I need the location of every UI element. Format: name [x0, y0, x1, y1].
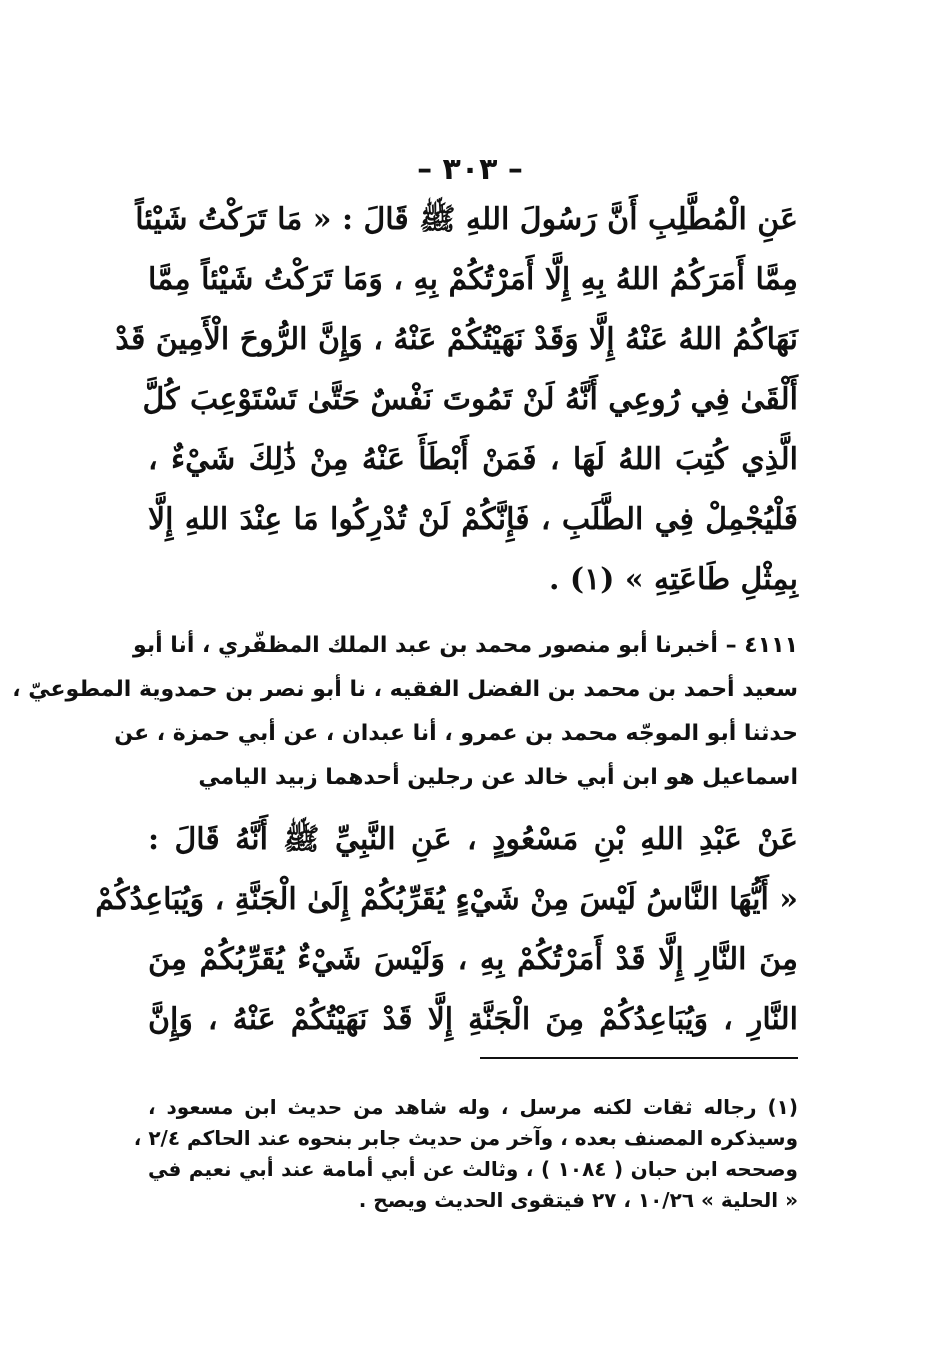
isnad-chain — [12, 624, 798, 800]
text-line: مِمَّا أَمَرَكُمُ اللهُ بِهِ إِلَّا أَمَرْتُكُمْ بِهِ ، وَمَا تَرَكْتُ شَيْئاً مِمَّا — [148, 262, 798, 297]
footnote-line: وسيذكره المصنف بعده ، وآخر من حديث جابر بنحوه عند الحاكم ٢/٤ ، — [133, 1126, 798, 1150]
text-line: نَهَاكُمُ اللهُ عَنْهُ إِلَّا وَقَدْ نَهَيْتُكُمْ عَنْهُ ، وَإِنَّ الرُّوحَ الْأَمِينَ قَدْ — [115, 322, 798, 357]
text-line: عَنْ عَبْدِ اللهِ بْنِ مَسْعُودٍ ، عَنِ النَّبِيِّ ﷺ أَنَّهُ قَالَ : — [148, 822, 798, 857]
text-line: بِمِثْلِ طَاعَتِهِ » (١) . — [548, 562, 798, 597]
isnad-line: اسماعيل هو ابن أبي خالد عن رجلين أحدهما زبيد اليامي — [198, 765, 798, 790]
footnote-line: وصححه ابن حبان ( ١٠٨٤ ) ، وثالث عن أبي أمامة عند أبي نعيم في — [148, 1157, 798, 1181]
footnote-line: « الحلية » ١٠/٢٦ ، ٢٧ فيتقوى الحديث ويصح . — [358, 1188, 798, 1212]
hadith-1-text — [115, 190, 799, 610]
text-line: عَنِ الْمُطَّلِبِ أَنَّ رَسُولَ اللهِ ﷺ قَالَ : « مَا تَرَكْتُ شَيْئاً — [135, 202, 798, 237]
isnad-line: سعيد أحمد بن محمد بن الفضل الفقيه ، نا أبو نصر بن حمدوية المطوعيّ ، — [12, 677, 798, 702]
isnad-line: ٤١١١ – أخبرنا أبو منصور محمد بن عبد الملك المظفّري ، أنا أبو — [133, 633, 798, 658]
text-line: أَلْقَىٰ فِي رُوعِي أَنَّهُ لَنْ تَمُوتَ نَفْسٌ حَتَّىٰ تَسْتَوْعِبَ كُلَّ — [142, 382, 798, 417]
text-line: الَّذِي كُتِبَ اللهُ لَهَا ، فَمَنْ أَبْطَأَ عَنْهُ مِنْ ذَٰلِكَ شَيْءٌ ، — [148, 442, 799, 477]
text-line: النَّارِ ، وَيُبَاعِدُكُمْ مِنَ الْجَنَّةِ إِلَّا قَدْ نَهَيْتُكُمْ عَنْهُ ، وَإِنَّ — [148, 1002, 798, 1037]
footnote-divider — [480, 1057, 798, 1059]
page-number: – ٣٠٣ – — [417, 152, 523, 187]
isnad-line: حدثنا أبو الموجّه محمد بن عمرو ، أنا عبدان ، عن أبي حمزة ، عن — [114, 721, 798, 746]
text-line: مِنَ النَّارِ إِلَّا قَدْ أَمَرْتُكُمْ بِهِ ، وَلَيْسَ شَيْءٌ يُقَرِّبُكُمْ مِنَ — [148, 942, 798, 977]
text-line: « أَيُّهَا النَّاسُ لَيْسَ مِنْ شَيْءٍ يُقَرِّبُكُمْ إِلَىٰ الْجَنَّةِ ، وَيُبَاعِدُكُمْ — [95, 882, 798, 917]
footnote-line: (١) رجاله ثقات لكنه مرسل ، وله شاهد من حديث ابن مسعود ، — [148, 1095, 798, 1119]
footnotes — [133, 1092, 798, 1216]
hadith-2-text — [95, 810, 798, 1050]
text-line: فَلْيُجْمِلْ فِي الطَّلَبِ ، فَإِنَّكُمْ لَنْ تُدْرِكُوا مَا عِنْدَ اللهِ إِلَّا — [148, 502, 798, 537]
